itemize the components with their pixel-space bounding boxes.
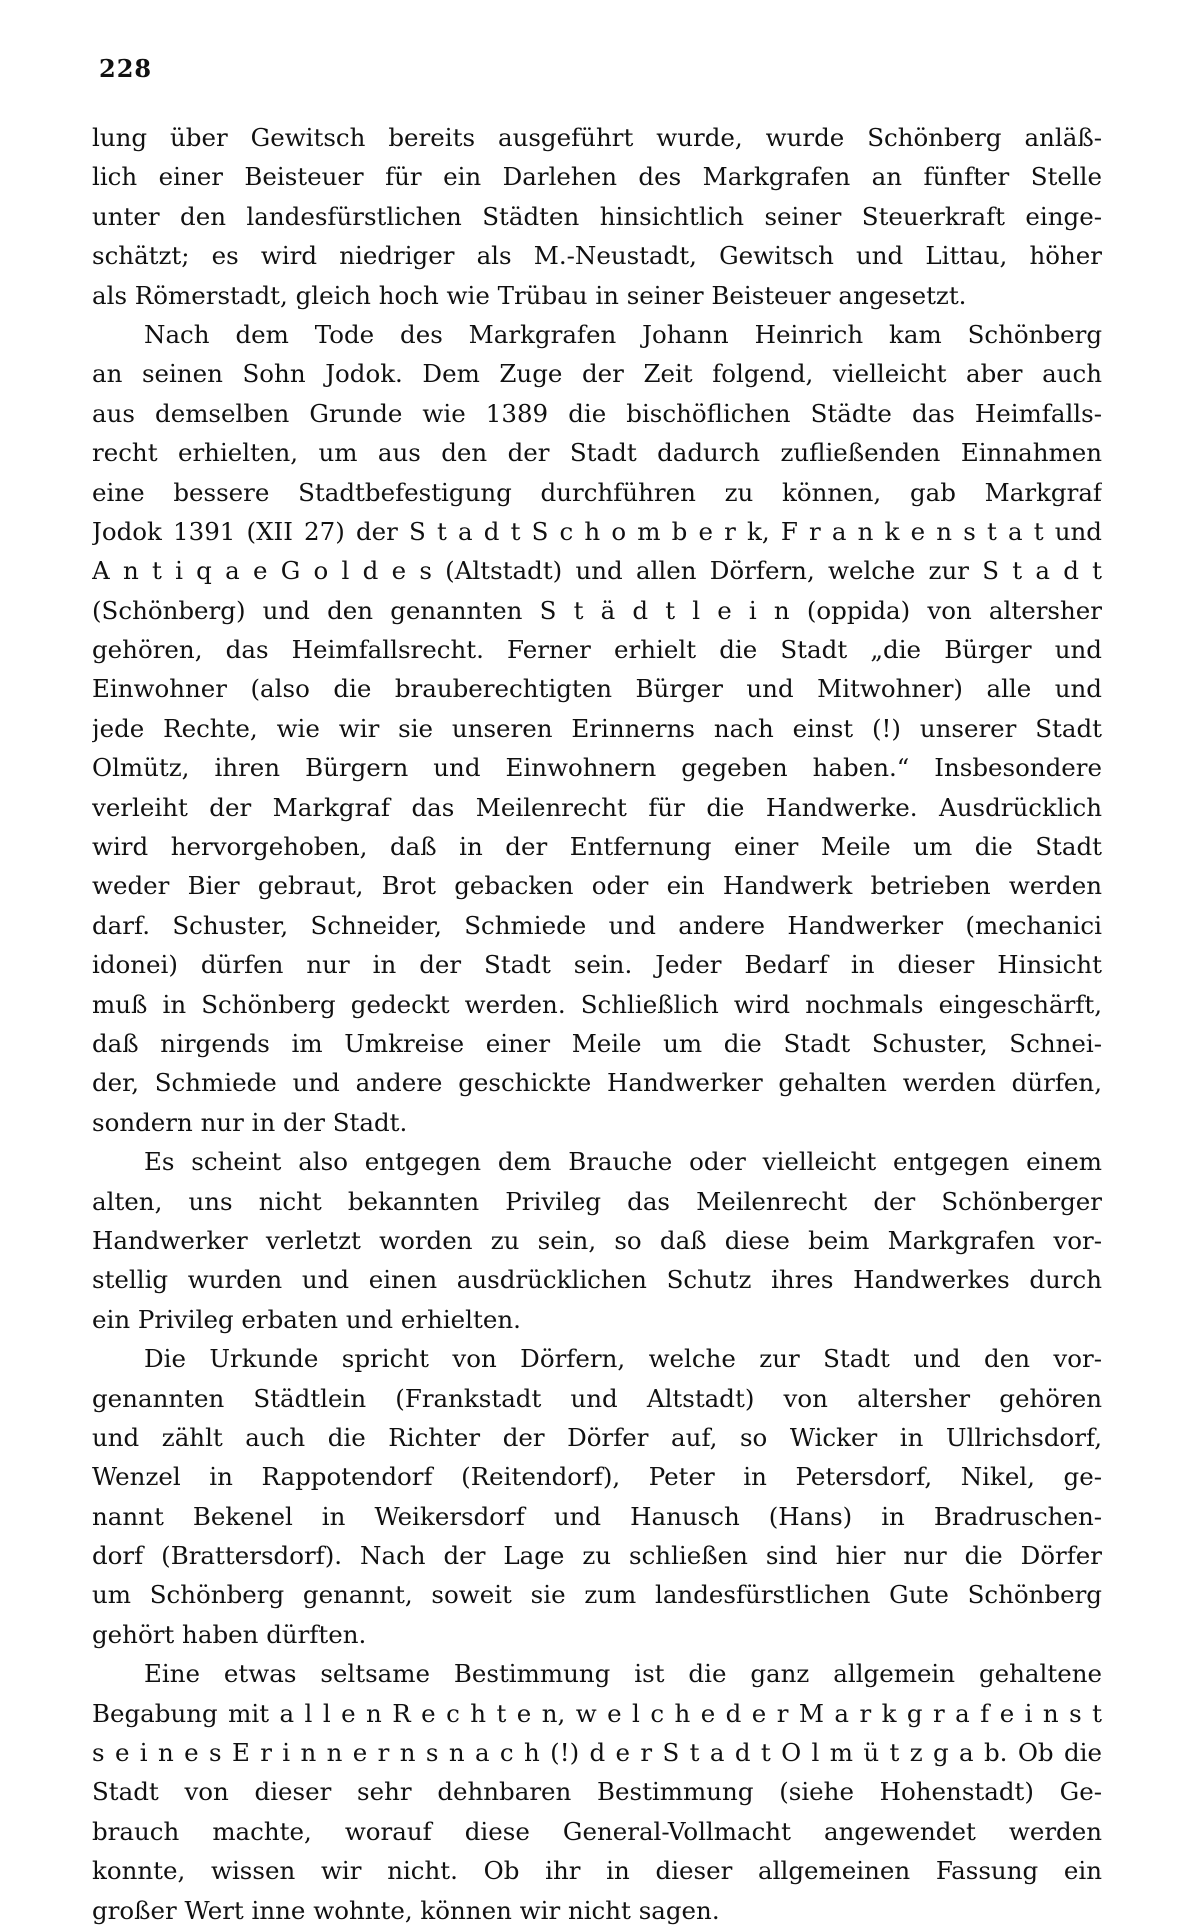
text-line: daß nirgends im Umkreise einer Meile um die Stadt Schuster, Schnei- [92, 1028, 1102, 1058]
text-line: (Schönberg) und den genannten S t ä d t l e i n (oppida) von altersher [92, 595, 1102, 625]
text-line: nannt Bekenel in Weikersdorf und Hanusch (Hans) in Bradruschen- [92, 1501, 1102, 1531]
text-line: konnte, wissen wir nicht. Ob ihr in dieser allgemeinen Fassung ein [92, 1856, 1102, 1886]
text-line: Eine etwas seltsame Bestimmung ist die ganz allgemein gehaltene [144, 1659, 1102, 1689]
text-line: darf. Schuster, Schneider, Schmiede und andere Handwerker (mechanici [92, 910, 1102, 940]
text-line: eine bessere Stadtbefestigung durchführen zu können, gab Markgraf [92, 477, 1102, 507]
text-line: jede Rechte, wie wir sie unseren Erinnerns nach einst (!) unserer Stadt [92, 713, 1102, 743]
text-line: großer Wert inne wohnte, können wir nicht sagen. [92, 1895, 720, 1925]
text-line: Jodok 1391 (XII 27) der S t a d t S c h o m b e r k, F r a n k e n s t a t und [92, 516, 1102, 546]
text-line: Stadt von dieser sehr dehnbaren Bestimmung (siehe Hohenstadt) Ge- [92, 1777, 1102, 1807]
text-line: Nach dem Tode des Markgrafen Johann Heinrich kam Schönberg [144, 319, 1102, 349]
text-line: der, Schmiede und andere geschickte Handwerker gehalten werden dürfen, [92, 1068, 1102, 1098]
text-line: alten, uns nicht bekannten Privileg das Meilenrecht der Schönberger [92, 1186, 1102, 1216]
text-line: Die Urkunde spricht von Dörfern, welche zur Stadt und den vor- [144, 1344, 1102, 1374]
text-line: brauch machte, worauf diese General-Vollmacht angewendet werden [92, 1816, 1102, 1846]
page-number: 228 [99, 54, 153, 83]
text-line: aus demselben Grunde wie 1389 die bischöflichen Städte das Heimfalls- [92, 398, 1102, 428]
text-line: ein Privileg erbaten und erhielten. [92, 1304, 521, 1334]
text-line: um Schönberg genannt, soweit sie zum landesfürstlichen Gute Schönberg [92, 1580, 1102, 1610]
text-line: lung über Gewitsch bereits ausgeführt wurde, wurde Schönberg anläß- [92, 123, 1102, 152]
text-line: verleiht der Markgraf das Meilenrecht für die Handwerke. Ausdrücklich [92, 792, 1102, 822]
text-line: Begabung mit a l l e n R e c h t e n, w e l c h e d e r M a r k g r a f e i n s t [92, 1698, 1102, 1728]
text-line: Olmütz, ihren Bürgern und Einwohnern gegeben haben.“ Insbesondere [92, 753, 1102, 783]
text-line: Einwohner (also die brauberechtigten Bürger und Mitwohner) alle und [92, 674, 1102, 704]
body-text [92, 118, 1102, 1930]
text-line: A n t i q a e G o l d e s (Altstadt) und allen Dörfern, welche zur S t a d t [92, 556, 1102, 586]
text-line: Wenzel in Rappotendorf (Reitendorf), Peter in Petersdorf, Nikel, ge- [92, 1462, 1102, 1492]
text-line: an seinen Sohn Jodok. Dem Zuge der Zeit folgend, vielleicht aber auch [92, 359, 1102, 389]
text-line: als Römerstadt, gleich hoch wie Trübau in seiner Beisteuer angesetzt. [92, 280, 967, 310]
text-line: recht erhielten, um aus den der Stadt dadurch zufließenden Einnahmen [92, 438, 1102, 468]
text-line: muß in Schönberg gedeckt werden. Schließlich wird nochmals eingeschärft, [92, 989, 1102, 1019]
text-line: unter den landesfürstlichen Städten hinsichtlich seiner Steuerkraft einge- [92, 201, 1102, 231]
text-line: weder Bier gebraut, Brot gebacken oder ein Handwerk betrieben werden [92, 871, 1102, 901]
text-line: gehören, das Heimfallsrecht. Ferner erhielt die Stadt „die Bürger und [92, 635, 1102, 665]
text-line: Es scheint also entgegen dem Brauche oder vielleicht entgegen einem [144, 1147, 1102, 1177]
text-line: dorf (Brattersdorf). Nach der Lage zu schließen sind hier nur die Dörfer [92, 1541, 1102, 1571]
text-line: genannten Städtlein (Frankstadt und Altstadt) von altersher gehören [92, 1383, 1102, 1413]
text-line: gehört haben dürften. [92, 1619, 367, 1649]
text-line: lich einer Beisteuer für ein Darlehen des Markgrafen an fünfter Stelle [92, 162, 1102, 192]
text-line: wird hervorgehoben, daß in der Entfernung einer Meile um die Stadt [92, 832, 1102, 862]
text-line: s e i n e s E r i n n e r n s n a c h (!) d e r S t a d t O l m ü t z g a b. Ob die [92, 1738, 1102, 1768]
text-line: sondern nur in der Stadt. [92, 1107, 408, 1137]
text-line: schätzt; es wird niedriger als M.-Neustadt, Gewitsch und Littau, höher [92, 241, 1102, 271]
text-line: und zählt auch die Richter der Dörfer auf, so Wicker in Ullrichsdorf, [92, 1422, 1102, 1452]
text-line: stellig wurden und einen ausdrücklichen Schutz ihres Handwerkes durch [92, 1265, 1102, 1295]
text-line: idonei) dürfen nur in der Stadt sein. Jeder Bedarf in dieser Hinsicht [92, 950, 1102, 980]
text-line: Handwerker verletzt worden zu sein, so daß diese beim Markgrafen vor- [92, 1225, 1102, 1255]
